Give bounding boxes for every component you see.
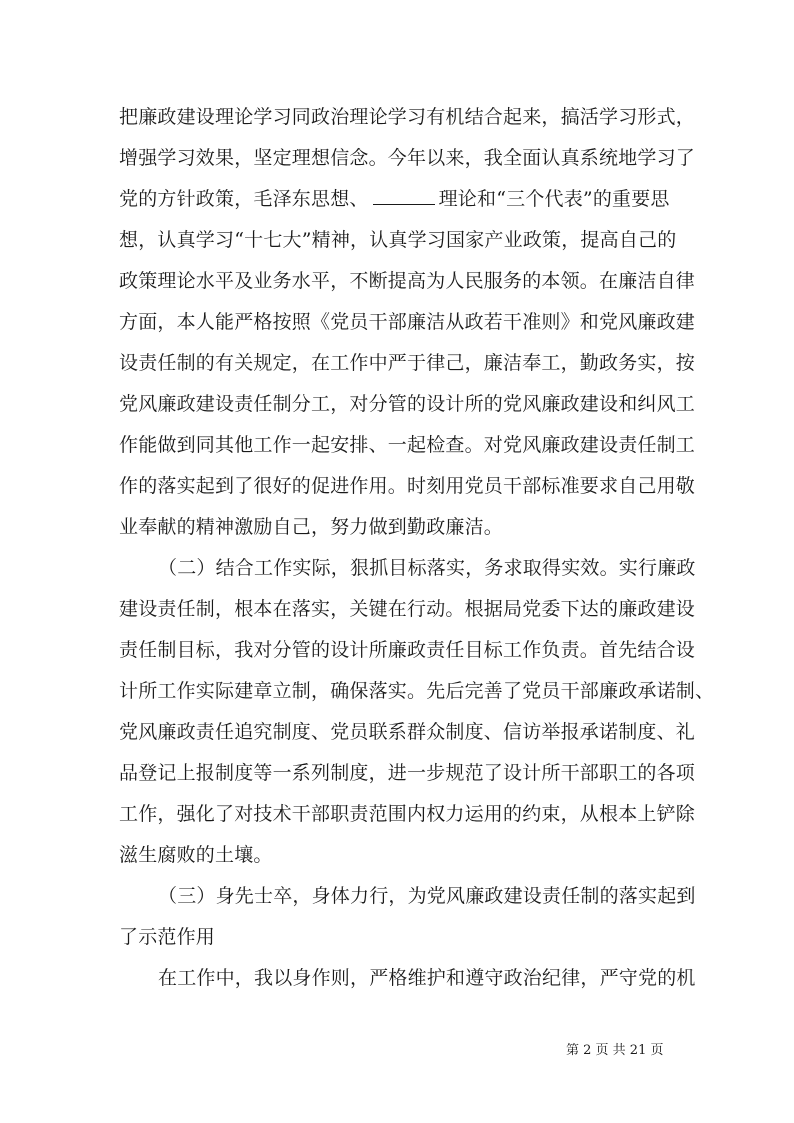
text-line: 想，认真学习“十七大”精神，认真学习国家产业政策，提高自己的: [119, 229, 677, 251]
text-line: 责任制目标，我对分管的设计所廉政责任目标工作负责。首先结合设: [119, 639, 696, 661]
text-line: 工作，强化了对技术干部职责范围内权力运用的约束，从根本上铲除: [119, 803, 696, 825]
text-line: 党风廉政责任追究制度、党员联系群众制度、信访举报承诺制度、礼: [119, 721, 696, 743]
blank-underline: [373, 188, 435, 205]
text-line: 滋生腐败的土壤。: [119, 844, 273, 866]
text-line: 作能做到同其他工作一起安排、一起检查。对党风廉政建设责任制工: [119, 434, 696, 456]
page-number: 第 2 页 共 21 页: [566, 1043, 664, 1058]
text-line: 把廉政建设理论学习同政治理论学习有机结合起来，搞活学习形式，: [119, 106, 696, 128]
text-line: 建设责任制，根本在落实，关键在行动。根据局党委下达的廉政建设: [119, 598, 696, 620]
text-line: 计所工作实际建章立制，确保落实。先后完善了党员干部廉政承诺制、: [119, 680, 715, 702]
text-line: 增强学习效果，坚定理想信念。今年以来，我全面认真系统地学习了: [119, 147, 696, 169]
text-line: 业奉献的精神激励自己，努力做到勤政廉洁。: [119, 516, 504, 538]
text-line: 在工作中，我以身作则，严格维护和遵守政治纪律，严守党的机: [158, 967, 696, 989]
text-line: 了示范作用: [119, 926, 216, 948]
text-line: 作的落实起到了很好的促进作用。时刻用党员干部标准要求自己用敬: [119, 475, 696, 497]
text-line: （二）结合工作实际，狠抓目标落实，务求取得实效。实行廉政: [158, 557, 696, 579]
text-segment: 理论和“三个代表”的重要思: [438, 188, 670, 210]
text-line: 设责任制的有关规定，在工作中严于律己，廉洁奉工，勤政务实，按: [119, 352, 696, 374]
text-line: 党风廉政建设责任制分工，对分管的设计所的党风廉政建设和纠风工: [119, 393, 696, 415]
text-line: [119, 185, 679, 213]
text-line: 方面，本人能严格按照《党员干部廉洁从政若干准则》和党风廉政建: [119, 311, 696, 333]
text-line: 品登记上报制度等一系列制度，进一步规范了设计所干部职工的各项: [119, 762, 696, 784]
text-line: 政策理论水平及业务水平，不断提高为人民服务的本领。在廉洁自律: [119, 270, 696, 292]
text-segment: 党的方针政策，毛泽东思想、: [119, 188, 369, 210]
text-line: （三）身先士卒，身体力行，为党风廉政建设责任制的落实起到: [158, 885, 696, 907]
